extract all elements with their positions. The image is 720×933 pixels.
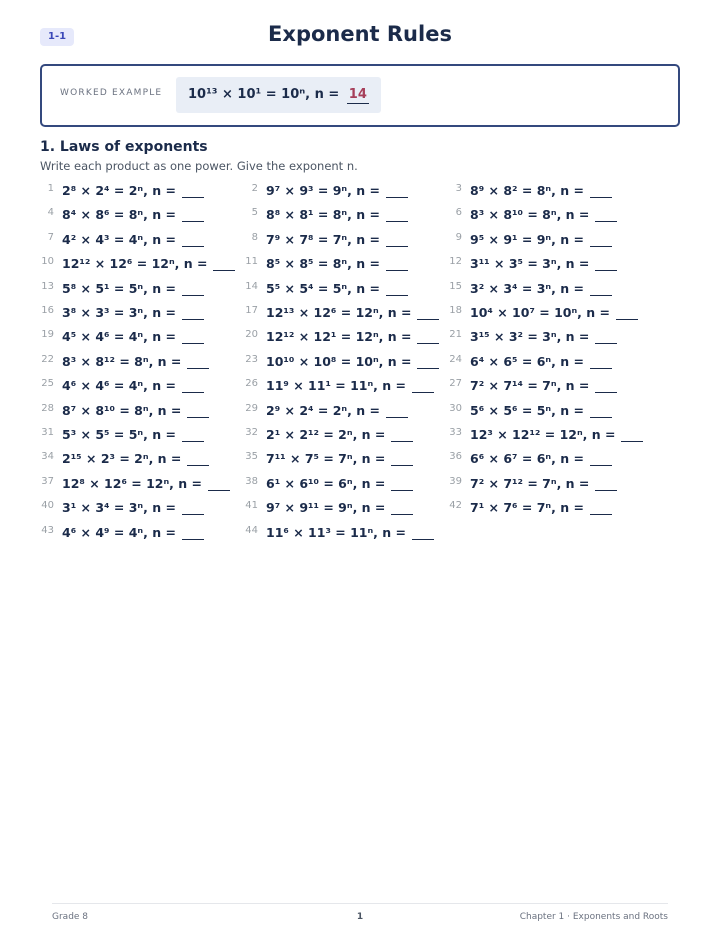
problem-item: [41, 522, 204, 544]
problem-number: 37: [41, 475, 54, 487]
problem-expression: 4² × 4³ = 4ⁿ, n =: [62, 231, 176, 247]
problem-number: 34: [41, 451, 54, 463]
answer-blank[interactable]: [182, 207, 204, 222]
problem-expression: 8³ × 8¹² = 8ⁿ, n =: [62, 353, 182, 369]
problem-number: 38: [245, 475, 258, 487]
problem-item: [449, 473, 617, 495]
problem-item: [245, 497, 413, 519]
problem-number: 30: [449, 402, 462, 414]
worked-example-answer: 14: [348, 87, 367, 102]
answer-blank[interactable]: [412, 525, 434, 540]
problem-expression: 3² × 3⁴ = 3ⁿ, n =: [470, 280, 584, 296]
problem-expression: 9⁷ × 9¹¹ = 9ⁿ, n =: [266, 500, 386, 516]
problem-item: [449, 375, 617, 397]
problem-number: 20: [245, 329, 258, 341]
worked-example-box: [40, 64, 680, 127]
problem-expression: 5⁸ × 5¹ = 5ⁿ, n =: [62, 280, 176, 296]
problem-item: [449, 278, 612, 300]
problem-item: [41, 326, 204, 348]
answer-blank[interactable]: [391, 476, 413, 491]
problem-number: 9: [455, 231, 462, 243]
problem-number: 44: [245, 524, 258, 536]
problem-number: 17: [245, 305, 258, 316]
answer-blank[interactable]: [621, 427, 643, 442]
problem-number: 6: [455, 207, 462, 219]
answer-blank[interactable]: [208, 476, 230, 491]
footer-chapter: Chapter 1 · Exponents and Roots: [519, 912, 668, 922]
answer-blank[interactable]: [182, 500, 204, 515]
problem-number: 25: [41, 378, 54, 390]
problem-expression: 7⁹ × 7⁸ = 7ⁿ, n =: [266, 231, 380, 247]
section-instructions: Write each product as one power. Give the exponent n.: [40, 159, 358, 173]
problem-number: 23: [245, 353, 258, 365]
problem-expression: 7² × 7¹² = 7ⁿ, n =: [470, 475, 590, 491]
problem-expression: 8³ × 8¹⁰ = 8ⁿ, n =: [470, 207, 590, 223]
answer-blank[interactable]: [182, 305, 204, 320]
problem-expression: 12¹² × 12¹ = 12ⁿ, n =: [266, 329, 412, 345]
problem-item: [449, 253, 617, 275]
problem-number: 5: [251, 207, 258, 219]
answer-blank[interactable]: [590, 354, 612, 369]
problem-item: [449, 302, 638, 324]
answer-blank[interactable]: [595, 378, 617, 393]
answer-blank[interactable]: [417, 354, 439, 369]
problem-item: [251, 229, 408, 251]
problem-expression: 3¹¹ × 3⁵ = 3ⁿ, n =: [470, 256, 590, 272]
problem-number: 1: [47, 183, 54, 194]
problem-number: 13: [41, 280, 54, 292]
problem-item: [245, 473, 413, 495]
answer-blank[interactable]: [417, 329, 439, 344]
problem-item: [449, 351, 612, 373]
answer-blank[interactable]: [386, 403, 408, 418]
worked-example-label: WORKED EXAMPLE: [60, 88, 163, 98]
problem-item: [245, 278, 408, 300]
answer-blank[interactable]: [386, 256, 408, 271]
problem-item: [455, 180, 612, 202]
lesson-badge: 1-1: [40, 28, 74, 46]
problem-expression: 4⁶ × 4⁶ = 4ⁿ, n =: [62, 378, 176, 394]
problem-number: 8: [251, 231, 258, 243]
problem-expression: 2¹ × 2¹² = 2ⁿ, n =: [266, 427, 386, 442]
problem-item: [251, 204, 408, 226]
answer-blank[interactable]: [595, 476, 617, 491]
problem-item: [245, 522, 434, 544]
problem-expression: 8⁴ × 8⁶ = 8ⁿ, n =: [62, 207, 176, 223]
worked-example-expression: 10¹³ × 10¹ = 10ⁿ, n =: [188, 87, 340, 102]
problem-expression: 8⁷ × 8¹⁰ = 8ⁿ, n =: [62, 402, 182, 418]
answer-blank[interactable]: [412, 378, 434, 393]
answer-blank[interactable]: [182, 281, 204, 296]
problem-item: [245, 424, 413, 446]
answer-blank[interactable]: [590, 281, 612, 296]
problem-item: [449, 424, 643, 446]
problem-number: 31: [41, 427, 54, 438]
problem-expression: 6⁶ × 6⁷ = 6ⁿ, n =: [470, 451, 584, 467]
problem-number: 40: [41, 500, 54, 512]
problem-expression: 5⁶ × 5⁶ = 5ⁿ, n =: [470, 402, 584, 418]
answer-blank[interactable]: [386, 281, 408, 296]
problem-number: 10: [41, 256, 54, 268]
problem-number: 27: [449, 378, 462, 390]
problem-expression: 2¹⁵ × 2³ = 2ⁿ, n =: [62, 451, 182, 467]
answer-blank[interactable]: [182, 427, 204, 442]
problem-number: 2: [251, 183, 258, 194]
answer-blank[interactable]: [391, 451, 413, 466]
problem-expression: 7¹ × 7⁶ = 7ⁿ, n =: [470, 500, 584, 516]
problem-expression: 12⁸ × 12⁶ = 12ⁿ, n =: [62, 475, 203, 491]
problem-expression: 4⁶ × 4⁹ = 4ⁿ, n =: [62, 524, 176, 540]
problem-item: [245, 326, 439, 348]
problem-item: [245, 448, 413, 470]
problem-number: 22: [41, 353, 54, 365]
problem-expression: 10⁴ × 10⁷ = 10ⁿ, n =: [470, 305, 611, 320]
answer-blank[interactable]: [590, 183, 612, 198]
answer-blank[interactable]: [182, 232, 204, 247]
problem-item: [47, 180, 204, 202]
answer-blank[interactable]: [391, 500, 413, 515]
problem-expression: 12¹² × 12⁶ = 12ⁿ, n =: [62, 256, 208, 272]
problem-expression: 11⁹ × 11¹ = 11ⁿ, n =: [266, 378, 407, 394]
problem-number: 29: [245, 402, 258, 414]
problem-number: 32: [245, 427, 258, 438]
problem-number: 16: [41, 305, 54, 316]
problem-item: [41, 375, 204, 397]
problem-number: 18: [449, 305, 462, 316]
problem-item: [245, 400, 408, 422]
problem-grid: [0, 180, 720, 550]
answer-blank[interactable]: [595, 329, 617, 344]
problem-expression: 2⁸ × 2⁴ = 2ⁿ, n =: [62, 183, 176, 198]
problem-item: [41, 473, 230, 495]
answer-blank[interactable]: [182, 378, 204, 393]
problem-expression: 5⁵ × 5⁴ = 5ⁿ, n =: [266, 280, 380, 296]
problem-item: [455, 229, 612, 251]
section-title: 1. Laws of exponents: [40, 139, 208, 155]
problem-number: 41: [245, 500, 258, 512]
answer-blank[interactable]: [386, 232, 408, 247]
answer-blank[interactable]: [590, 232, 612, 247]
problem-item: [455, 204, 617, 226]
problem-number: 21: [449, 329, 462, 341]
answer-blank[interactable]: [182, 525, 204, 540]
problem-number: 36: [449, 451, 462, 463]
problem-number: 24: [449, 353, 462, 365]
problem-number: 43: [41, 524, 54, 536]
footer-page-number: 1: [356, 912, 364, 922]
answer-blank[interactable]: [590, 451, 612, 466]
worked-example-expression-box: [176, 77, 381, 113]
problem-number: 15: [449, 280, 462, 292]
problem-expression: 7¹¹ × 7⁵ = 7ⁿ, n =: [266, 451, 386, 467]
problem-item: [41, 302, 204, 324]
problem-expression: 10¹⁰ × 10⁸ = 10ⁿ, n =: [266, 353, 412, 369]
problem-expression: 6¹ × 6¹⁰ = 6ⁿ, n =: [266, 475, 386, 491]
problem-expression: 12¹³ × 12⁶ = 12ⁿ, n =: [266, 305, 412, 320]
problem-number: 42: [449, 500, 462, 512]
problem-number: 3: [455, 183, 462, 194]
problem-number: 4: [47, 207, 54, 219]
problem-item: [41, 400, 209, 422]
footer-grade: Grade 8: [52, 912, 89, 922]
problem-expression: 12³ × 12¹² = 12ⁿ, n =: [470, 427, 616, 442]
answer-blank[interactable]: [187, 451, 209, 466]
problem-number: 7: [47, 231, 54, 243]
answer-blank[interactable]: [213, 256, 235, 271]
problem-expression: 9⁷ × 9³ = 9ⁿ, n =: [266, 183, 380, 198]
problem-item: [449, 497, 612, 519]
problem-item: [41, 424, 204, 446]
problem-item: [449, 326, 617, 348]
problem-number: 19: [41, 329, 54, 341]
problem-expression: 4⁵ × 4⁶ = 4ⁿ, n =: [62, 329, 176, 345]
problem-expression: 3¹ × 3⁴ = 3ⁿ, n =: [62, 500, 176, 516]
problem-number: 11: [245, 256, 258, 268]
problem-item: [47, 229, 204, 251]
problem-item: [245, 253, 408, 275]
problem-item: [449, 448, 612, 470]
answer-blank[interactable]: [182, 329, 204, 344]
problem-number: 35: [245, 451, 258, 463]
problem-item: [251, 180, 408, 202]
answer-blank[interactable]: [386, 207, 408, 222]
problem-item: [41, 351, 209, 373]
answer-blank[interactable]: [595, 256, 617, 271]
problem-item: [245, 375, 434, 397]
problem-expression: 8⁵ × 8⁵ = 8ⁿ, n =: [266, 256, 380, 272]
problem-expression: 3⁸ × 3³ = 3ⁿ, n =: [62, 305, 176, 320]
answer-blank[interactable]: [386, 183, 408, 198]
problem-number: 26: [245, 378, 258, 390]
answer-blank[interactable]: [590, 500, 612, 515]
problem-expression: 11⁶ × 11³ = 11ⁿ, n =: [266, 524, 407, 540]
problem-item: [245, 351, 439, 373]
problem-number: 28: [41, 402, 54, 414]
problem-item: [41, 497, 204, 519]
problem-item: [47, 204, 204, 226]
answer-blank[interactable]: [182, 183, 204, 198]
answer-blank[interactable]: [187, 354, 209, 369]
problem-number: 12: [449, 256, 462, 268]
problem-number: 33: [449, 427, 462, 438]
footer-divider: [52, 903, 668, 904]
problem-expression: 3¹⁵ × 3² = 3ⁿ, n =: [470, 329, 590, 345]
page-title: Exponent Rules: [268, 22, 452, 46]
answer-blank[interactable]: [595, 207, 617, 222]
problem-expression: 9⁵ × 9¹ = 9ⁿ, n =: [470, 231, 584, 247]
answer-blank[interactable]: [417, 305, 439, 320]
problem-item: [41, 448, 209, 470]
problem-expression: 6⁴ × 6⁵ = 6ⁿ, n =: [470, 353, 584, 369]
answer-blank[interactable]: [590, 403, 612, 418]
problem-item: [449, 400, 612, 422]
problem-expression: 7² × 7¹⁴ = 7ⁿ, n =: [470, 378, 590, 394]
answer-blank[interactable]: [616, 305, 638, 320]
problem-expression: 8⁹ × 8² = 8ⁿ, n =: [470, 183, 584, 198]
problem-number: 39: [449, 475, 462, 487]
problem-expression: 5³ × 5⁵ = 5ⁿ, n =: [62, 427, 176, 442]
answer-blank[interactable]: [391, 427, 413, 442]
problem-item: [245, 302, 439, 324]
problem-item: [41, 278, 204, 300]
problem-item: [41, 253, 235, 275]
answer-blank[interactable]: [187, 403, 209, 418]
problem-expression: 2⁹ × 2⁴ = 2ⁿ, n =: [266, 402, 380, 418]
problem-number: 14: [245, 280, 258, 292]
problem-expression: 8⁸ × 8¹ = 8ⁿ, n =: [266, 207, 380, 223]
